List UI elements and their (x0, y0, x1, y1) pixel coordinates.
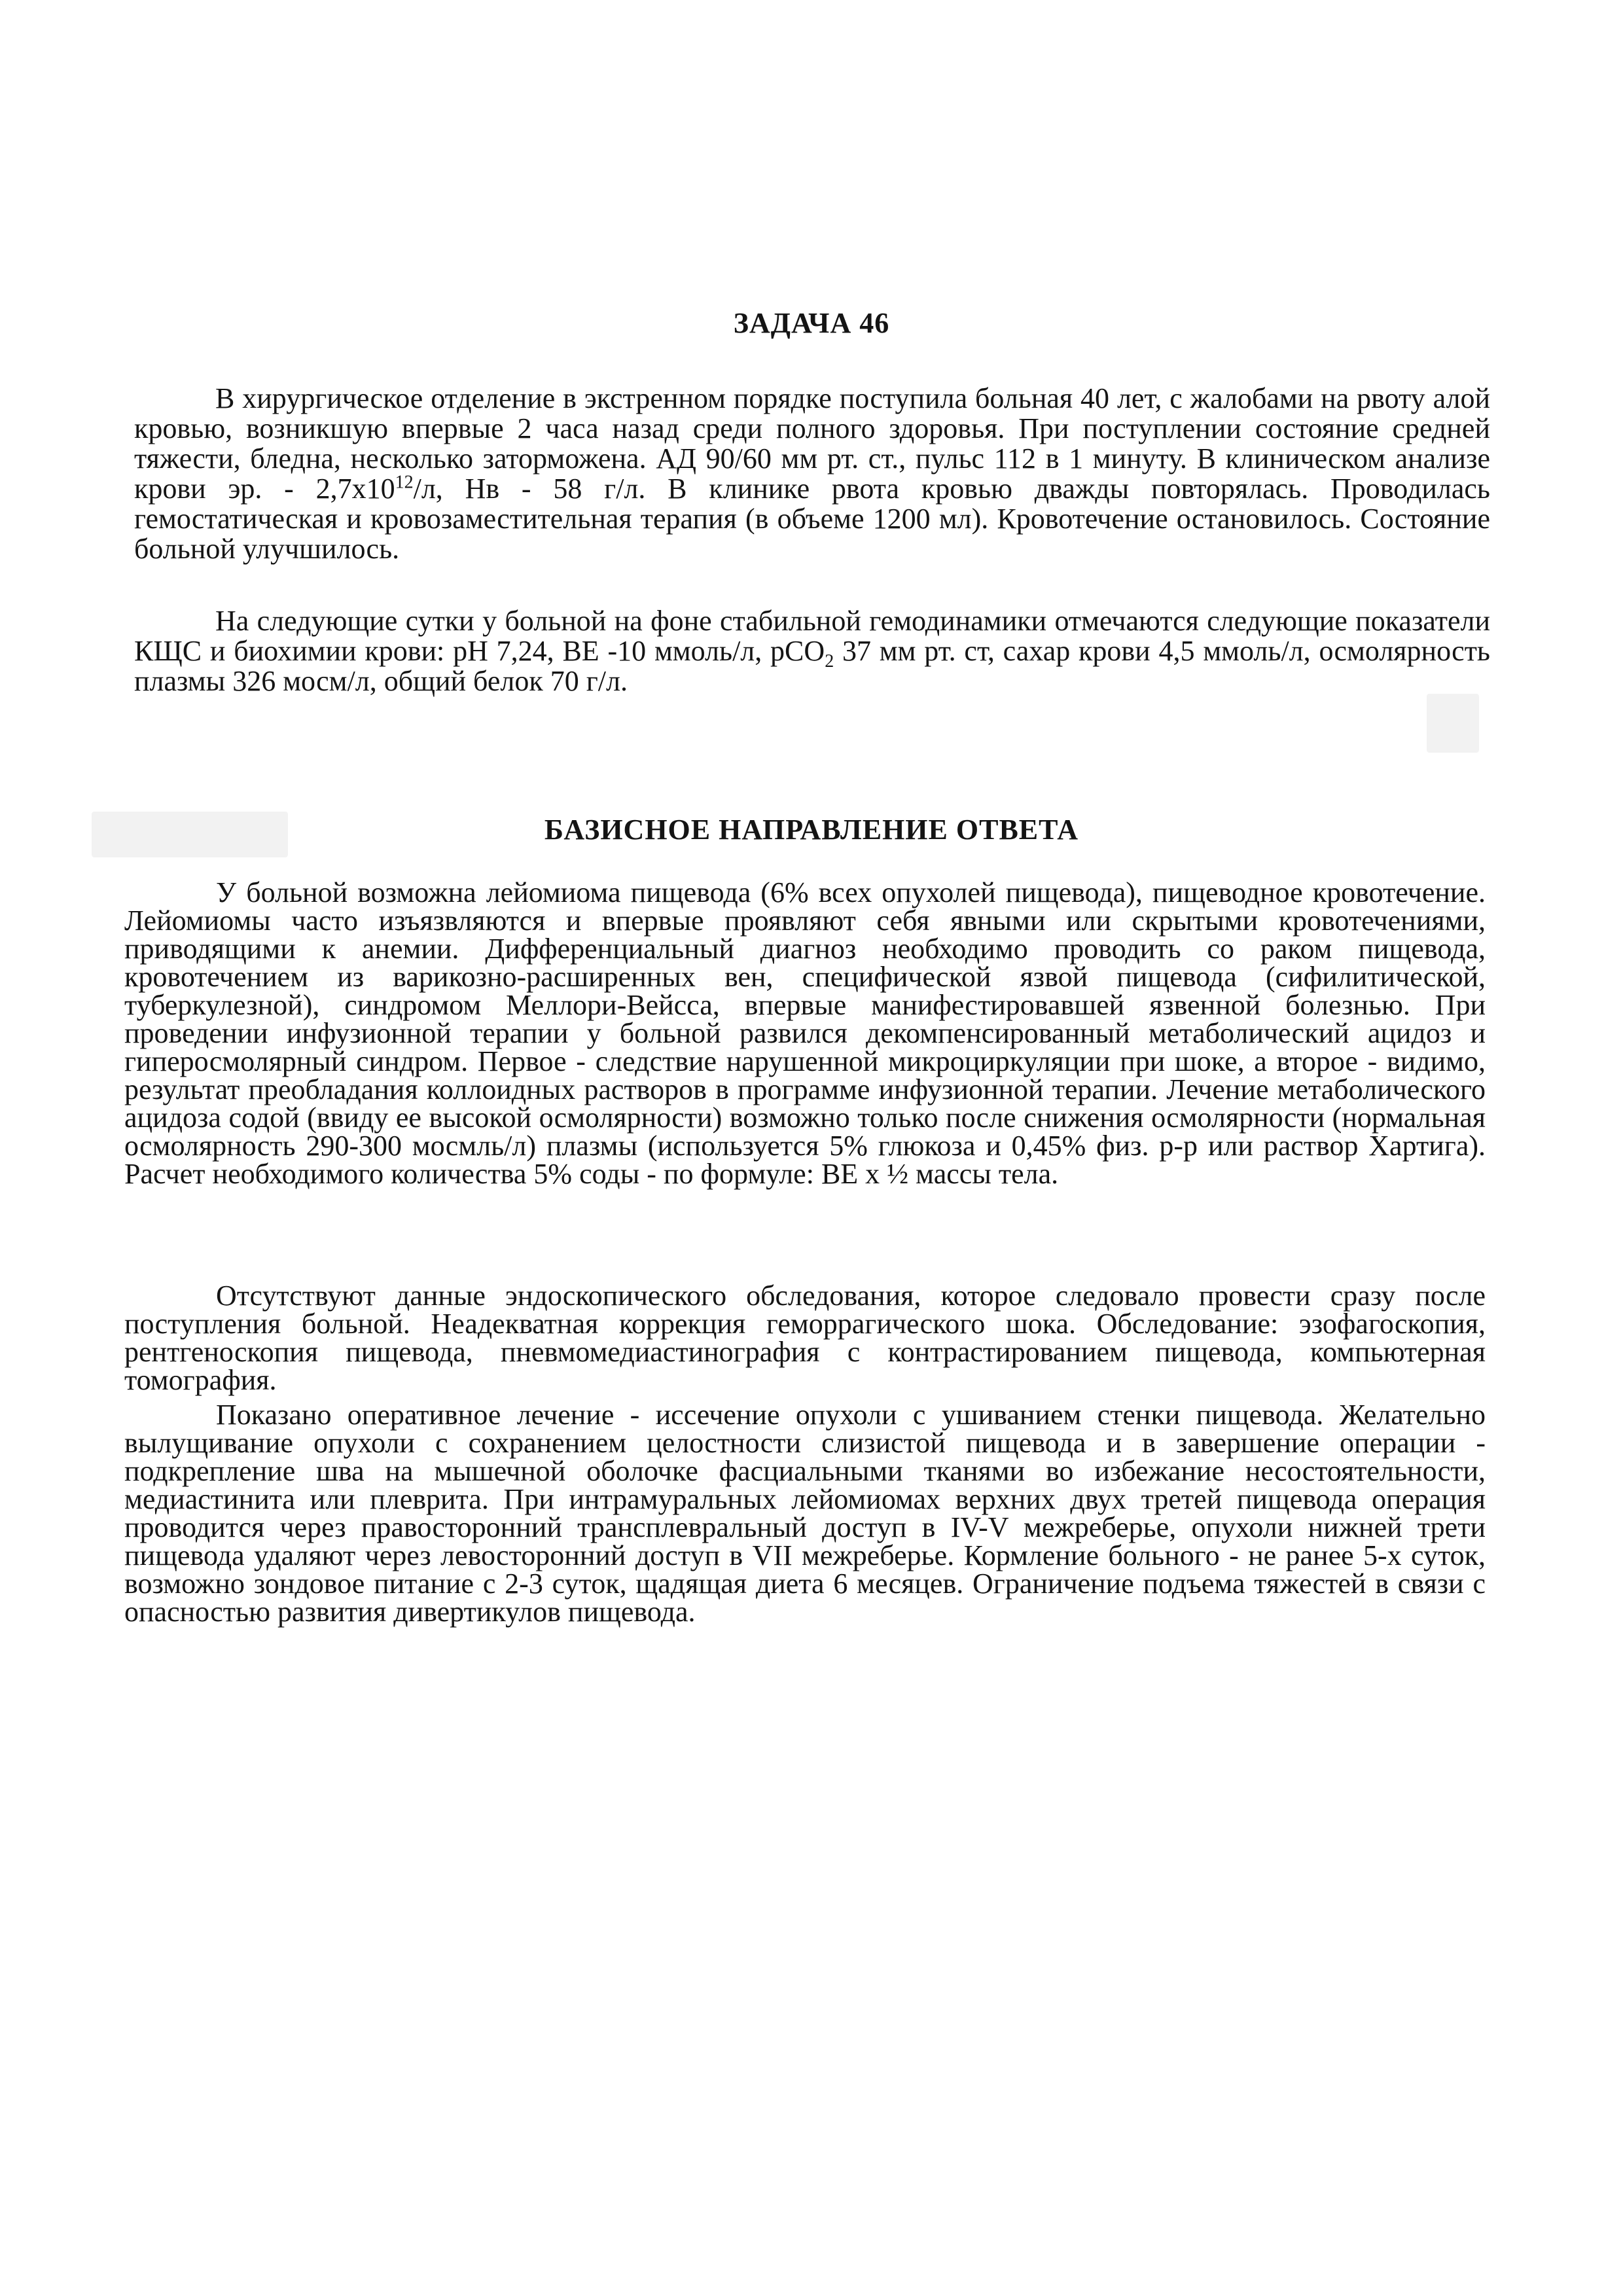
task-title: ЗАДАЧА 46 (733, 307, 890, 339)
exponent: 12 (395, 472, 414, 493)
answer-paragraph-1: У больной возможна лейомиома пищевода (6% всех опухолей пищевода), пищеводное кровотечение. Лейомиомы часто изъязвляются и впервые проявляют себя явными или скрытыми кровотечениями, приводящими к анемии. Дифференциальный диагноз необходимо проводить со раком пищевода, кровотечением из варикозно-расширенных вен, специфической язвой пищевода (сифилитической, туберкулезной), синдромом Меллори-Вейсса, впервые манифестировавшей язвенной болезнью. При проведении инфузионной терапии у больной развился декомпенсированный метаболический ацидоз и гиперосмолярный синдром. Первое - следствие нарушенной микроциркуляции при шоке, а второе - видимо, результат преобладания коллоидных растворов в программе инфузионной терапии. Лечение метаболического ацидоза содой (ввиду ее высокой осмолярности) возможно только после снижения осмолярности (нормальная осмолярность 290-300 мосмль/л) плазмы (используется 5% глюкоза и 0,45% физ. р-р или раствор Хартига). Расчет необходимого количества 5% соды - по формуле: ВЕ х ½ массы тела. (124, 876, 1486, 1190)
scan-noise (1427, 694, 1479, 753)
task-paragraph-1-text-b: /л, Нв - 58 г/л. В клинике рвота кровью дважды повторялась. Проводилась гемостатическая и кровозаместительная терапия (в объеме 1200 мл). Кровотечение остановилось. Состояние больной улучшилось. (134, 473, 1490, 565)
task-paragraph-2 (134, 606, 1490, 696)
task-paragraph-1-text-a: В хирургическое отделение в экстренном порядке поступила больная 40 лет, с жалобами на рвоту алой кровью, возникшую впервые 2 часа назад среди полного здоровья. При поступлении состояние средней тяжести, бледна, несколько заторможена. АД 90/60 мм рт. ст., пульс 112 в 1 минуту. В клиническом анализе крови эр. - 2,7х10 (134, 382, 1490, 505)
answer-paragraph-2: Отсутствуют данные эндоскопического обследования, которое следовало провести сразу после поступления больной. Неадекватная коррекция геморрагического шока. Обследование: эзофагоскопия, рентгеноскопия пищевода, пневмомедиастинография с контрастированием пищевода, компьютерная томография. (124, 1280, 1486, 1396)
task-paragraph-2-text-a: На следующие сутки у больной на фоне стабильной гемодинамики отмечаются следующие показатели КЩС и биохимии крови: рН 7,24, ВЕ -10 ммоль/л, рСО (134, 605, 1490, 667)
scan-noise (92, 812, 288, 857)
subscript: 2 (825, 651, 834, 672)
task-paragraph-2-text-b: 37 мм рт. ст, сахар крови 4,5 ммоль/л, осмолярность плазмы 326 мосм/л, общий белок 70 г/л. (134, 635, 1490, 697)
task-paragraph-1 (134, 384, 1490, 564)
answer-title: БАЗИСНОЕ НАПРАВЛЕНИЕ ОТВЕТА (544, 814, 1079, 846)
answer-paragraph-3: Показано оперативное лечение - иссечение опухоли с ушиванием стенки пищевода. Желательно вылущивание опухоли с сохранением целостности слизистой пищевода и в завершение операции - подкрепление шва на мышечной оболочке фасциальными тканями во избежание несостоятельности, медиастинита или плеврита. При интрамуральных лейомиомах верхних двух третей пищевода операция проводится через правосторонний трансплевральный доступ в IV-V межреберье, опухоли нижней трети пищевода удаляют через левосторонний доступ в VII межреберье. Кормление больного - не ранее 5-х суток, возможно зондовое питание с 2-3 суток, щадящая диета 6 месяцев. Ограничение подъема тяжестей в связи с опасностью развития дивертикулов пищевода. (124, 1399, 1486, 1628)
